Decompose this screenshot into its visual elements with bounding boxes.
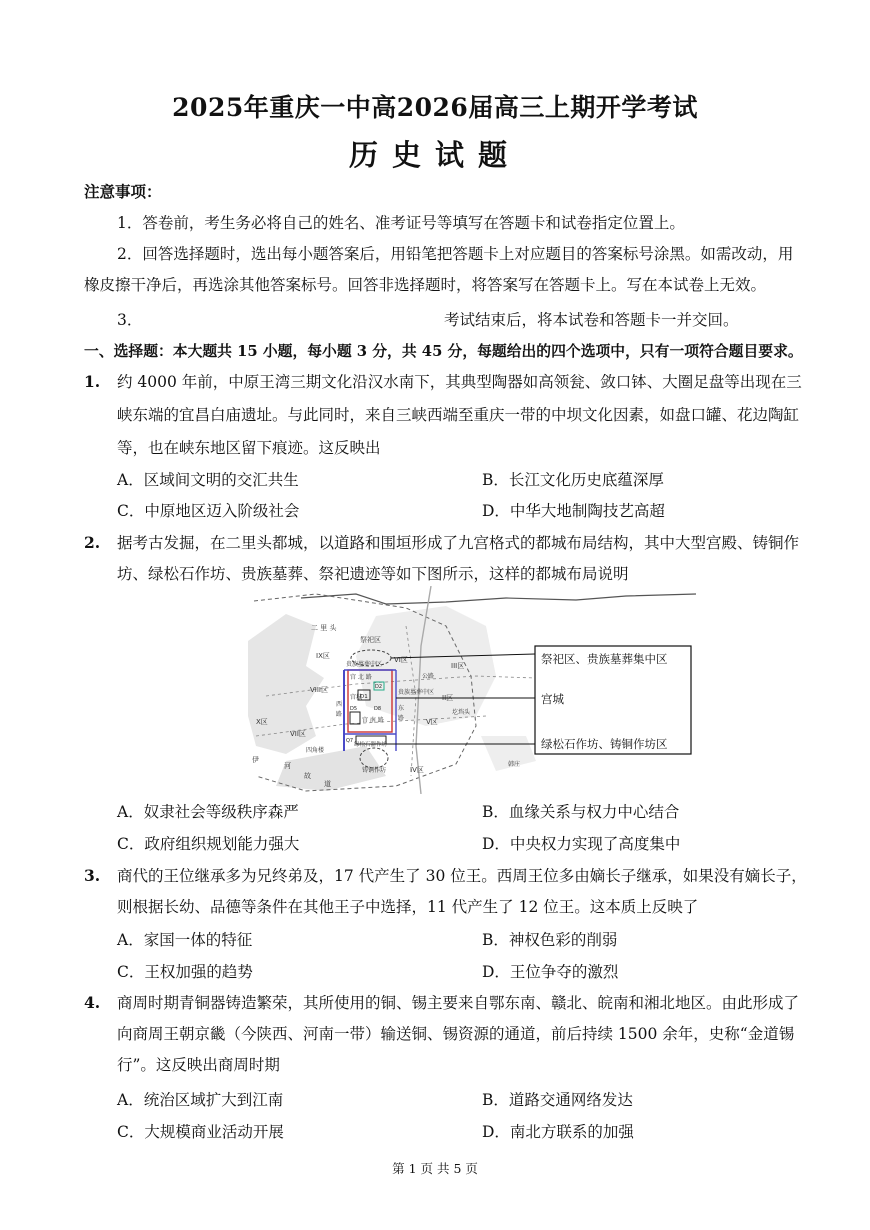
option-d[interactable]: D．王位争夺的激烈 [482, 963, 619, 981]
question-text-line: 峡东端的宜昌白庙遗址。与此同时，来自三峡西端至重庆一带的中坝文化因素，如盘口罐、花边陶缸 [117, 406, 800, 424]
map-label: D2 [375, 684, 383, 690]
notice-item-1: 1．答卷前，考生务必将自己的姓名、准考证号等填写在答题卡和试卷指定位置上。 [117, 214, 685, 232]
map-label: 二 里 头 [311, 624, 337, 632]
map-label: IX区 [316, 652, 330, 660]
option-a[interactable]: A．家国一体的特征 [117, 931, 253, 949]
map-label: 西 [336, 701, 343, 708]
question-number: 4. [84, 993, 101, 1012]
map-label: 韩庄 [508, 761, 521, 768]
map-label: III区 [451, 662, 465, 670]
map-label: 绿松石器作坊 [354, 742, 388, 748]
question-text-line: 商代的王位继承多为兄终弟及，17 代产生了 30 位王。西周王位多由嫡长子继承，如果没有嫡长子， [117, 867, 807, 885]
exam-subtitle: 历史试题 [348, 138, 521, 172]
question-number: 3. [84, 866, 101, 885]
question-number: 1. [84, 372, 101, 391]
map-label: 路 [398, 715, 405, 722]
map-label: 河 [284, 762, 291, 770]
question-text-line: 约 4000 年前，中原王湾三期文化沿汉水南下，其典型陶器如高领瓮、敛口钵、大圈足盘等出现在三 [117, 373, 802, 391]
option-a[interactable]: A．区域间文明的交汇共生 [117, 471, 299, 489]
map-label: D8 [374, 706, 382, 712]
map-label: D5 [350, 706, 358, 712]
map-label: V区 [426, 718, 438, 726]
question-text-line: 商周时期青铜器铸造繁荣，其所使用的铜、锡主要来自鄂东南、赣北、皖南和湘北地区。由此形成了 [117, 994, 800, 1012]
option-b[interactable]: B．血缘关系与权力中心结合 [482, 803, 680, 821]
map-label: 四角楼 [306, 747, 325, 754]
page-footer: 第 1 页 共 5 页 [392, 1161, 478, 1176]
map-label: 伊 [252, 756, 259, 764]
map-label: 祭祀区 [360, 636, 381, 644]
map-label: 道 [324, 780, 331, 788]
option-c[interactable]: C．王权加强的趋势 [117, 963, 253, 981]
option-a[interactable]: A．统治区域扩大到江南 [117, 1091, 284, 1109]
callout-palace: 宫城 [541, 692, 564, 706]
option-b[interactable]: B．神权色彩的削弱 [482, 931, 618, 949]
question-text-line: 向商周王朝京畿（今陕西、河南一带）输送铜、锡资源的通道，前后持续 1500 余年，史称“金道锡 [117, 1025, 795, 1043]
option-c[interactable]: C．大规模商业活动开展 [117, 1123, 284, 1141]
map-label: 宫 北 路 [350, 674, 372, 681]
option-c[interactable]: C．中原地区迈入阶级社会 [117, 502, 300, 520]
map-label: 宫 南 路 [362, 717, 384, 724]
question-text-line: 坊、绿松石作坊、贵族墓葬、祭祀遗迹等如下图所示，这样的都城布局说明 [117, 565, 629, 583]
exam-title: 2025年重庆一中高2026届高三上期开学考试 [172, 93, 698, 122]
map-label: 东 [398, 705, 405, 712]
option-d[interactable]: D．南北方联系的加强 [482, 1123, 634, 1141]
callout-ritual: 祭祀区、贵族墓葬集中区 [541, 652, 668, 666]
option-d[interactable]: D．中华大地制陶技艺高超 [482, 502, 665, 520]
notice-item-3-text: 考试结束后，将本试卷和答题卡一并交回。 [444, 311, 739, 329]
callout-workshop: 绿松石作坊、铸铜作坊区 [541, 737, 668, 751]
map-label: 公路 [422, 673, 435, 680]
map-label: VI区 [394, 656, 408, 664]
map-label: 铸铜作坊 [362, 767, 387, 774]
map-label: VII区 [290, 730, 306, 738]
map-label: Q7 [346, 738, 354, 744]
map-label: 故 [304, 772, 311, 780]
erlitou-map [246, 586, 698, 794]
map-label: 路 [336, 711, 343, 718]
section-heading: 一、选择题：本大题共 15 小题，每小题 3 分，共 45 分，每题给出的四个选项中，只有一项符合题目要求。 [84, 343, 803, 360]
question-number: 2. [84, 533, 101, 552]
map-label: X区 [256, 718, 268, 726]
option-c[interactable]: C．政府组织规划能力强大 [117, 835, 300, 853]
option-b[interactable]: B．长江文化历史底蕴深厚 [482, 471, 664, 489]
map-label: D1 [360, 694, 368, 700]
option-a[interactable]: A．奴隶社会等级秩序森严 [117, 803, 299, 821]
map-label: 圪垱头 [452, 709, 471, 716]
notice-item-2-line-2: 橡皮擦干净后，再选涂其他答案标号。回答非选择题时，将答案写在答题卡上。写在本试卷上无效。 [84, 276, 767, 294]
question-text-line: 据考古发掘，在二里头都城，以道路和围垣形成了九宫格式的都城布局结构，其中大型宫殿、铸铜作 [117, 534, 800, 552]
option-d[interactable]: D．中央权力实现了高度集中 [482, 835, 681, 853]
terrain-block [248, 614, 324, 754]
map-label: IV区 [410, 766, 424, 774]
question-text-line: 等，也在峡东地区留下痕迹。这反映出 [117, 439, 381, 457]
notice-item-2-line-1: 2．回答选择题时，选出每小题答案后，用铅笔把答题卡上对应题目的答案标号涂黑。如需改动，用 [117, 245, 794, 263]
map-label: 宫城 [350, 694, 363, 701]
map-label: 贵族墓葬中区 [398, 689, 435, 696]
notice-heading: 注意事项： [84, 182, 162, 201]
question-text-line: 则根据长幼、品德等条件在其他王子中选择，11 代产生了 12 位王。这本质上反映了 [117, 898, 699, 916]
map-label: VIII区 [310, 686, 328, 694]
question-text-line: 行”。这反映出商周时期 [117, 1056, 280, 1074]
notice-item-3-number: 3． [117, 311, 143, 329]
map-label: 贵族墓葬中区 [346, 661, 383, 668]
option-b[interactable]: B．道路交通网络发达 [482, 1091, 633, 1109]
map-label: II区 [442, 694, 454, 702]
